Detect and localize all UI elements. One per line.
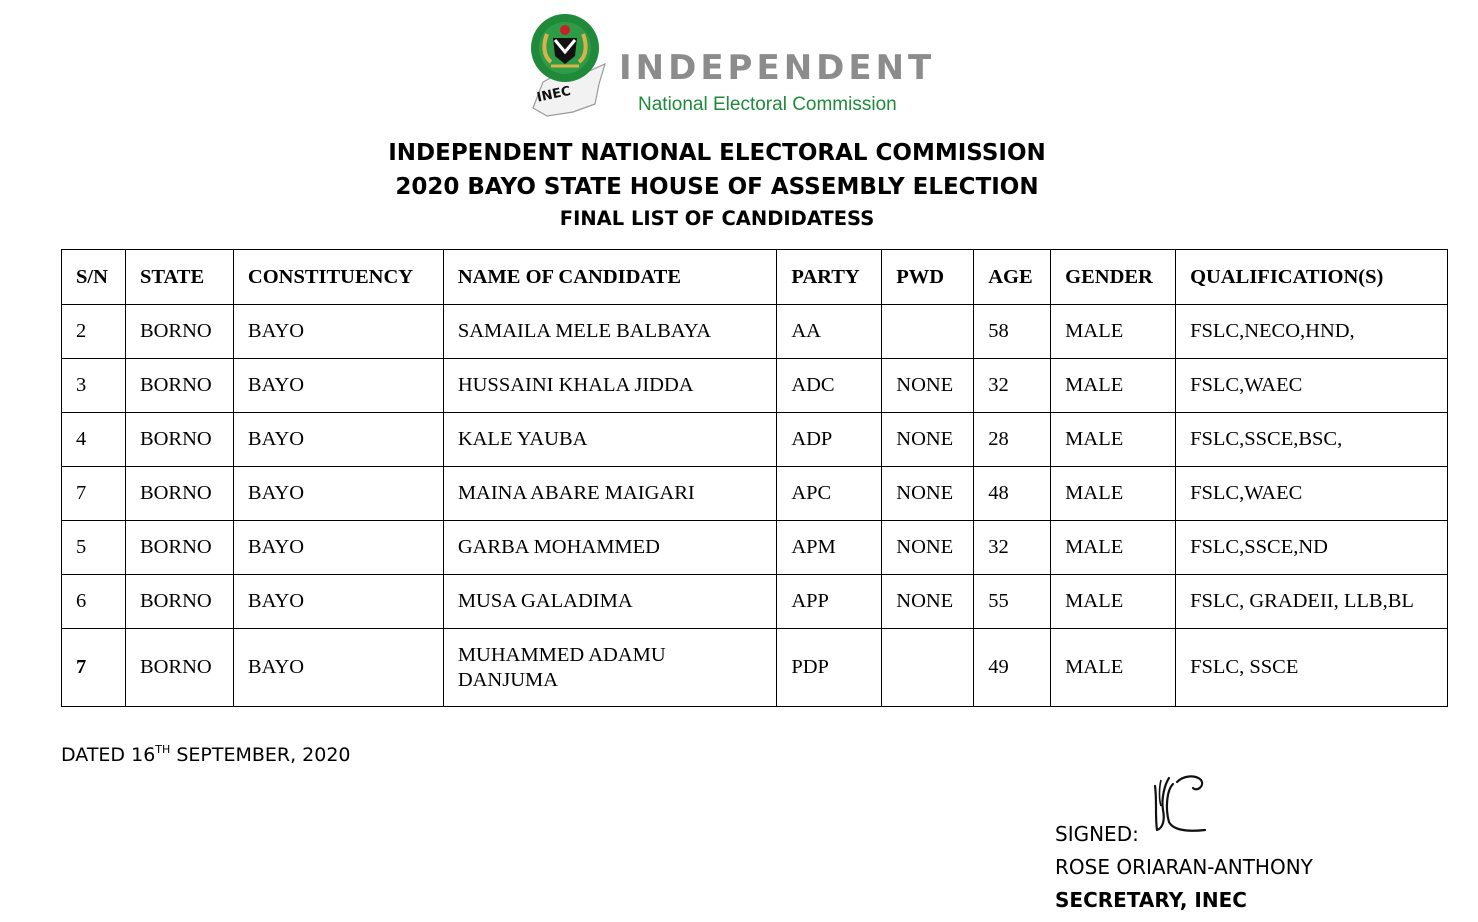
signed-line: [1055, 818, 1313, 851]
cell-party: APM: [777, 521, 882, 575]
cell-name: SAMAILA MELE BALBAYA: [443, 305, 777, 359]
cell-state: BORNO: [125, 359, 233, 413]
cell-name: [443, 629, 777, 707]
cell-age: 55: [974, 575, 1051, 629]
cell-state: BORNO: [125, 305, 233, 359]
cell-pwd: [882, 629, 974, 707]
cell-constituency: BAYO: [233, 359, 443, 413]
cell-gender: MALE: [1051, 575, 1176, 629]
cell-party: PDP: [777, 629, 882, 707]
column-header-qualification: QUALIFICATION(S): [1176, 250, 1448, 305]
date-line: [61, 743, 351, 766]
candidates-table: [61, 249, 1448, 707]
document-title: INDEPENDENT NATIONAL ELECTORAL COMMISSION: [388, 140, 1046, 166]
cell-name-line-1: MUHAMMED ADAMU: [457, 643, 666, 666]
cell-pwd: NONE: [882, 359, 974, 413]
cell-gender: MALE: [1051, 305, 1176, 359]
cell-qualification: FSLC, SSCE: [1176, 629, 1448, 707]
cell-sn: 3: [62, 359, 126, 413]
column-header-sn: S/N: [62, 250, 126, 305]
cell-age: 49: [974, 629, 1051, 707]
date-ordinal: TH: [155, 743, 171, 756]
cell-constituency: BAYO: [233, 413, 443, 467]
cell-gender: MALE: [1051, 467, 1176, 521]
column-header-gender: GENDER: [1051, 250, 1176, 305]
cell-state: BORNO: [125, 467, 233, 521]
cell-gender: MALE: [1051, 413, 1176, 467]
list-title: FINAL LIST OF CANDIDATESS: [559, 207, 875, 230]
signatory-name: ROSE ORIARAN-ANTHONY: [1055, 855, 1313, 879]
column-header-name: NAME OF CANDIDATE: [443, 250, 777, 305]
cell-sn: 2: [62, 305, 126, 359]
cell-pwd: [882, 305, 974, 359]
coat-of-arms-icon: [525, 12, 625, 122]
column-header-age: AGE: [974, 250, 1051, 305]
cell-age: 32: [974, 521, 1051, 575]
cell-gender: MALE: [1051, 521, 1176, 575]
cell-age: 58: [974, 305, 1051, 359]
cell-qualification: FSLC,SSCE,ND: [1176, 521, 1448, 575]
table-row: [62, 467, 1448, 521]
cell-state: BORNO: [125, 629, 233, 707]
cell-party: APC: [777, 467, 882, 521]
table-row: [62, 629, 1448, 707]
cell-qualification: FSLC,NECO,HND,: [1176, 305, 1448, 359]
cell-qualification: FSLC, GRADEII, LLB,BL: [1176, 575, 1448, 629]
table-row: [62, 359, 1448, 413]
cell-pwd: NONE: [882, 575, 974, 629]
cell-name: MAINA ABARE MAIGARI: [443, 467, 777, 521]
cell-gender: MALE: [1051, 629, 1176, 707]
cell-name: MUSA GALADIMA: [443, 575, 777, 629]
cell-constituency: BAYO: [233, 521, 443, 575]
cell-state: BORNO: [125, 413, 233, 467]
cell-constituency: BAYO: [233, 575, 443, 629]
cell-gender: MALE: [1051, 359, 1176, 413]
logo-subtitle: National Electoral Commission: [638, 94, 897, 115]
cell-sn: 6: [62, 575, 126, 629]
cell-sn: 7: [62, 629, 126, 707]
cell-constituency: BAYO: [233, 629, 443, 707]
cell-party: ADP: [777, 413, 882, 467]
column-header-state: STATE: [125, 250, 233, 305]
emblem-text: INEC: [535, 83, 573, 106]
cell-constituency: BAYO: [233, 305, 443, 359]
signatory-title: SECRETARY, INEC: [1055, 888, 1247, 912]
column-header-constituency: CONSTITUENCY: [233, 250, 443, 305]
cell-name: GARBA MOHAMMED: [443, 521, 777, 575]
table-row: [62, 575, 1448, 629]
date-prefix: DATED 16: [61, 744, 156, 766]
cell-sn: 7: [62, 467, 126, 521]
column-header-pwd: PWD: [882, 250, 974, 305]
cell-party: AA: [777, 305, 882, 359]
cell-name: HUSSAINI KHALA JIDDA: [443, 359, 777, 413]
cell-name: KALE YAUBA: [443, 413, 777, 467]
cell-party: APP: [777, 575, 882, 629]
cell-sn: 4: [62, 413, 126, 467]
cell-age: 28: [974, 413, 1051, 467]
table-header-row: [62, 250, 1448, 305]
cell-pwd: NONE: [882, 521, 974, 575]
cell-qualification: FSLC,SSCE,BSC,: [1176, 413, 1448, 467]
cell-name-line-2: DANJUMA: [457, 668, 559, 691]
logo-title: INDEPENDENT: [619, 48, 936, 88]
cell-pwd: NONE: [882, 413, 974, 467]
table-row: [62, 305, 1448, 359]
date-suffix: SEPTEMBER, 2020: [170, 744, 351, 766]
cell-party: ADC: [777, 359, 882, 413]
cell-state: BORNO: [125, 521, 233, 575]
cell-qualification: FSLC,WAEC: [1176, 359, 1448, 413]
cell-state: BORNO: [125, 575, 233, 629]
signed-label: SIGNED:: [1055, 822, 1139, 846]
cell-qualification: FSLC,WAEC: [1176, 467, 1448, 521]
cell-age: 32: [974, 359, 1051, 413]
table-row: [62, 521, 1448, 575]
cell-constituency: BAYO: [233, 467, 443, 521]
cell-age: 48: [974, 467, 1051, 521]
cell-sn: 5: [62, 521, 126, 575]
election-title: 2020 BAYO STATE HOUSE OF ASSEMBLY ELECTION: [395, 174, 1039, 200]
inec-logo: [525, 12, 936, 122]
cell-pwd: NONE: [882, 467, 974, 521]
signature-block: [1055, 818, 1313, 917]
column-header-party: PARTY: [777, 250, 882, 305]
handwritten-signature-icon: [1147, 770, 1219, 842]
table-row: [62, 413, 1448, 467]
